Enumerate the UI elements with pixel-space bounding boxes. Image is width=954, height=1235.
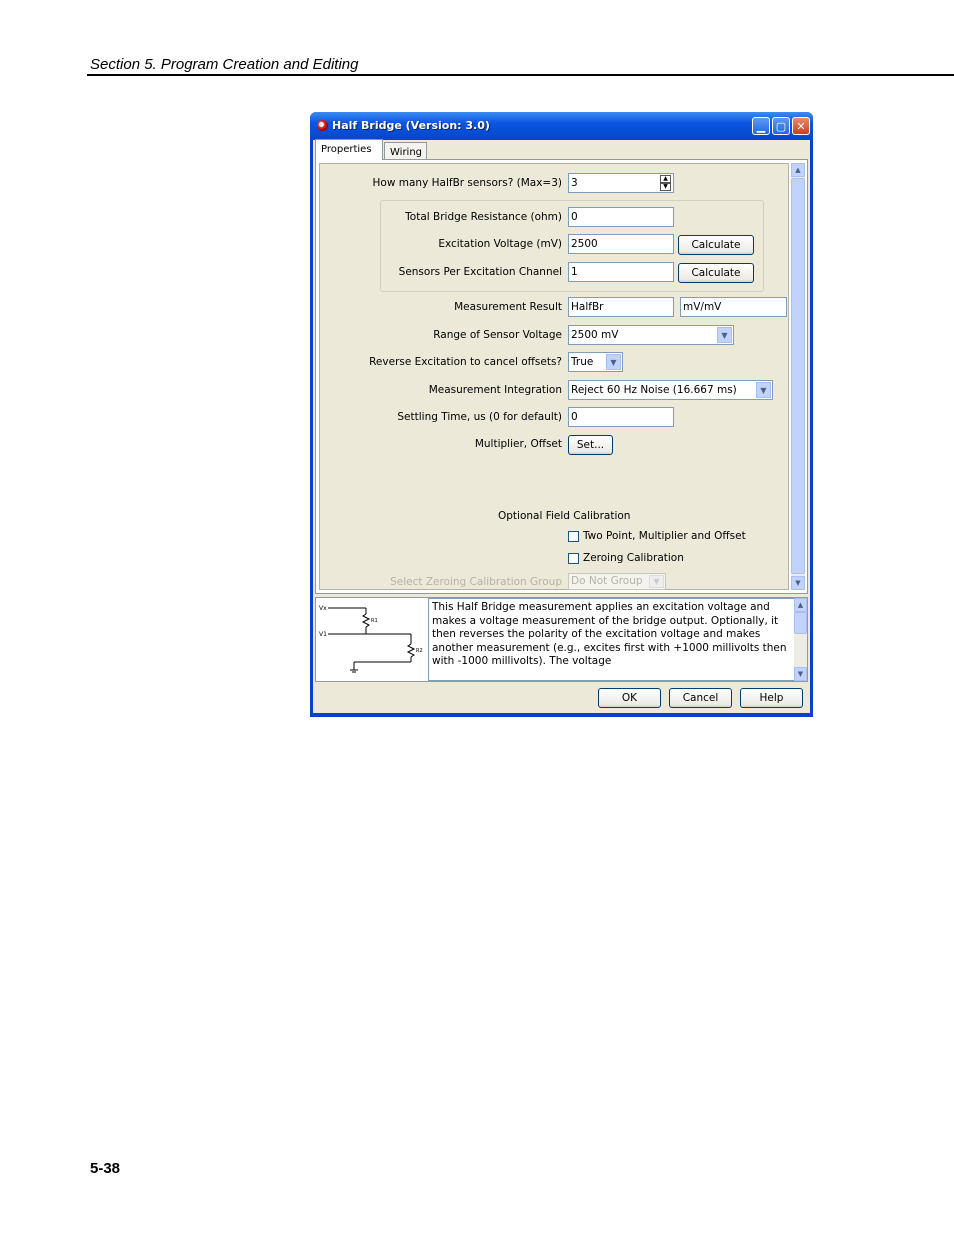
tab-properties[interactable]: Properties (315, 139, 383, 160)
maximize-button[interactable] (772, 117, 790, 135)
spin-up-icon[interactable]: ▲ (660, 175, 671, 183)
per-channel-calculate-button[interactable]: Calculate (678, 263, 754, 283)
form-scrollbar[interactable] (791, 163, 805, 590)
scroll-thumb[interactable] (791, 178, 805, 574)
scroll-down-icon[interactable]: ▼ (794, 667, 807, 681)
header-rule (87, 74, 954, 76)
resistance-label: Total Bridge Resistance (ohm) (405, 211, 562, 223)
scroll-up-icon[interactable]: ▲ (791, 163, 805, 177)
multiplier-set-button[interactable]: Set... (568, 435, 613, 455)
multiplier-label: Multiplier, Offset (474, 438, 562, 450)
chevron-down-icon[interactable]: ▼ (606, 354, 621, 370)
ok-button[interactable]: OK (598, 688, 661, 708)
excitation-label: Excitation Voltage (mV) (438, 238, 562, 250)
zeroing-checkbox[interactable] (568, 553, 579, 564)
cancel-button[interactable]: Cancel (669, 688, 732, 708)
help-area (315, 597, 808, 682)
form-area (319, 163, 789, 590)
reverse-select[interactable] (568, 352, 623, 372)
sensors-spinner[interactable] (568, 173, 674, 193)
reverse-label: Reverse Excitation to cancel offsets? (369, 356, 562, 368)
settling-input[interactable]: 0 (568, 407, 674, 427)
result-label: Measurement Result (454, 301, 562, 313)
dialog-client (313, 140, 810, 713)
zeroing-label: Zeroing Calibration (583, 552, 684, 564)
minimize-icon: ▁ (756, 120, 766, 133)
scroll-thumb[interactable] (794, 612, 807, 634)
help-scrollbar[interactable] (794, 598, 807, 681)
page-number: 5-38 (90, 1160, 121, 1177)
integration-label: Measurement Integration (428, 384, 562, 396)
group-label: Select Zeroing Calibration Group (390, 576, 562, 588)
page-header: Section 5. Program Creation and Editing (90, 56, 359, 73)
close-button[interactable] (792, 117, 810, 135)
range-value: 2500 mV (571, 329, 619, 341)
per-channel-input[interactable]: 1 (568, 262, 674, 282)
group-value: Do Not Group (571, 575, 643, 587)
chevron-down-icon[interactable]: ▼ (756, 382, 771, 398)
close-icon: ✕ (796, 120, 806, 133)
two-point-checkbox[interactable] (568, 531, 579, 542)
calibration-heading: Optional Field Calibration (498, 510, 631, 522)
properties-panel (315, 159, 808, 594)
spinner-arrows[interactable] (660, 175, 671, 191)
resistance-input[interactable]: 0 (568, 207, 674, 227)
integration-select[interactable] (568, 380, 773, 400)
maximize-icon: ▢ (775, 120, 787, 133)
integration-value: Reject 60 Hz Noise (16.667 ms) (571, 384, 737, 396)
vx-label: Vx (319, 605, 327, 612)
chevron-down-icon[interactable]: ▼ (649, 575, 664, 588)
spin-down-icon[interactable]: ▼ (660, 183, 671, 191)
sensors-label: How many HalfBr sensors? (Max=3) (372, 177, 562, 189)
two-point-label: Two Point, Multiplier and Offset (583, 530, 746, 542)
minimize-button[interactable] (752, 117, 770, 135)
settling-label: Settling Time, us (0 for default) (397, 411, 562, 423)
title-bar[interactable] (310, 112, 813, 140)
help-button[interactable]: Help (740, 688, 803, 708)
window-title: Half Bridge (Version: 3.0) (332, 119, 490, 132)
excitation-input[interactable]: 2500 (568, 234, 674, 254)
range-select[interactable] (568, 325, 734, 345)
half-bridge-dialog (310, 112, 813, 717)
group-select[interactable] (568, 573, 666, 590)
app-icon (317, 120, 328, 131)
excitation-calculate-button[interactable]: Calculate (678, 235, 754, 255)
scroll-up-icon[interactable]: ▲ (794, 598, 807, 612)
half-bridge-diagram (318, 600, 426, 678)
scroll-down-icon[interactable]: ▼ (791, 576, 805, 590)
help-text: This Half Bridge measurement applies an excitation voltage and makes a voltage measurement of the bridge output. Optionally, it then reverses the polarity of the excitation voltage and makes another measurement (e.g., excites first with +1000 millivolts then with -1000 millivolts). The voltage (428, 598, 796, 681)
sensors-value: 3 (571, 177, 578, 189)
chevron-down-icon[interactable]: ▼ (717, 327, 732, 343)
tab-wiring[interactable]: Wiring (384, 142, 427, 160)
r1-label: R1 (371, 618, 378, 624)
result-input[interactable]: HalfBr (568, 297, 674, 317)
r2-label: R2 (416, 648, 423, 654)
v1-label: V1 (319, 631, 327, 638)
units-input[interactable]: mV/mV (680, 297, 787, 317)
reverse-value: True (571, 356, 594, 368)
per-channel-label: Sensors Per Excitation Channel (398, 266, 562, 278)
range-label: Range of Sensor Voltage (433, 329, 562, 341)
